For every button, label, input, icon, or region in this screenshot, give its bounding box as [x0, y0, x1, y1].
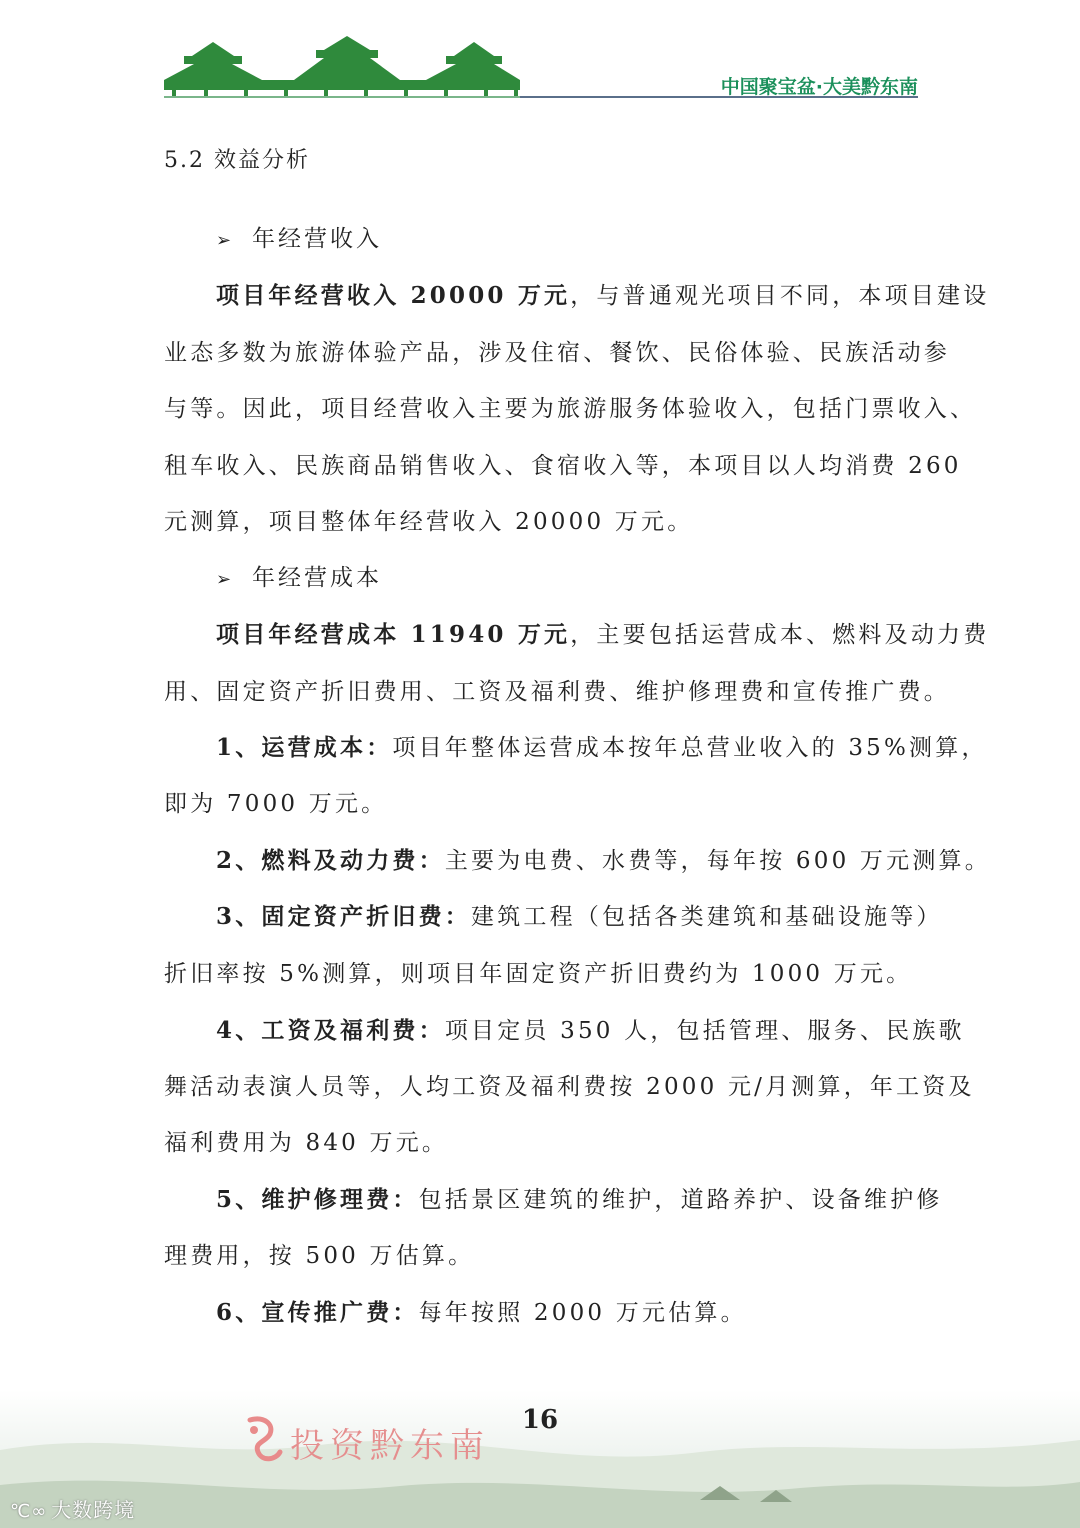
cost-heading-text: 年经营成本 [252, 565, 382, 591]
watermark [10, 1494, 135, 1523]
cost-item-text: 建筑工程（包括各类建筑和基础设施等） [471, 904, 943, 930]
cost-item-4-line: 舞活动表演人员等，人均工资及福利费按 2000 元/月测算，年工资及 [164, 1074, 975, 1100]
page-header [164, 36, 918, 100]
cost-paragraph-line [164, 620, 990, 650]
cost-item-2 [164, 846, 991, 876]
cost-item-text: 每年按照 2000 万元估算。 [418, 1300, 747, 1326]
cost-item-label: 6、宣传推广费： [216, 1299, 419, 1326]
cost-item-text: 项目年整体运营成本按年总营业收入的 35%测算， [392, 735, 988, 761]
cost-item-text: 项目定员 350 人，包括管理、服务、民族歌 [444, 1018, 965, 1044]
revenue-lead: 项目年经营收入 20000 万元 [216, 282, 571, 309]
cost-item-1-line: 即为 7000 万元。 [164, 791, 388, 817]
arrow-bullet-icon: ➢ [216, 230, 235, 251]
cost-item-label: 4、工资及福利费： [216, 1017, 445, 1044]
cost-item-label: 2、燃料及动力费： [216, 847, 445, 874]
cost-item-5-line: 理费用，按 500 万估算。 [164, 1243, 475, 1269]
cost-item-3 [164, 902, 943, 932]
cost-text: ，主要包括运营成本、燃料及动力费 [570, 622, 990, 648]
cost-paragraph-line: 用、固定资产折旧费用、工资及福利费、维护修理费和宣传推广费。 [164, 679, 950, 705]
cost-item-text: 主要为电费、水费等，每年按 600 万元测算。 [444, 848, 991, 874]
revenue-paragraph-line: 业态多数为旅游体验产品，涉及住宿、餐饮、民俗体验、民族活动参 [164, 340, 950, 366]
revenue-paragraph-line [164, 281, 990, 311]
watermark-text: 大数跨境 [51, 1498, 136, 1522]
cost-heading [216, 563, 970, 595]
watermark-logo-icon: ℃∞ [10, 1501, 48, 1522]
cost-item-label: 5、维护修理费： [216, 1186, 419, 1213]
header-slogan: 中国聚宝盆·大美黔东南 [720, 76, 918, 98]
revenue-paragraph-line: 租车收入、民族商品销售收入、食宿收入等，本项目以人均消费 260 [164, 453, 962, 479]
arrow-bullet-icon: ➢ [216, 569, 235, 590]
revenue-paragraph-line: 元测算，项目整体年经营收入 20000 万元。 [164, 509, 694, 535]
revenue-text: ，与普通观光项目不同，本项目建设 [570, 283, 990, 309]
cost-item-4-line: 福利费用为 840 万元。 [164, 1130, 449, 1156]
cost-item-text: 包括景区建筑的维护，道路养护、设备维护修 [418, 1187, 943, 1213]
cost-lead: 项目年经营成本 11940 万元 [216, 621, 571, 648]
revenue-heading [216, 224, 970, 256]
cost-item-4 [164, 1016, 965, 1046]
cost-item-3-line: 折旧率按 5%测算，则项目年固定资产折旧费约为 1000 万元。 [164, 961, 913, 987]
footer-brand: 投资黔东南 [290, 1426, 490, 1466]
cost-item-label: 3、固定资产折旧费： [216, 903, 472, 930]
section-title: 5.2 效益分析 [164, 148, 310, 173]
cost-item-6 [164, 1298, 918, 1328]
cost-item-label: 1、运营成本： [216, 734, 393, 761]
cost-item-5 [164, 1185, 943, 1215]
revenue-heading-text: 年经营收入 [252, 226, 382, 252]
cost-item-1 [164, 733, 988, 763]
page-number: 16 [521, 1405, 559, 1435]
revenue-paragraph-line: 与等。因此，项目经营收入主要为旅游服务体验收入，包括门票收入、 [164, 396, 977, 422]
